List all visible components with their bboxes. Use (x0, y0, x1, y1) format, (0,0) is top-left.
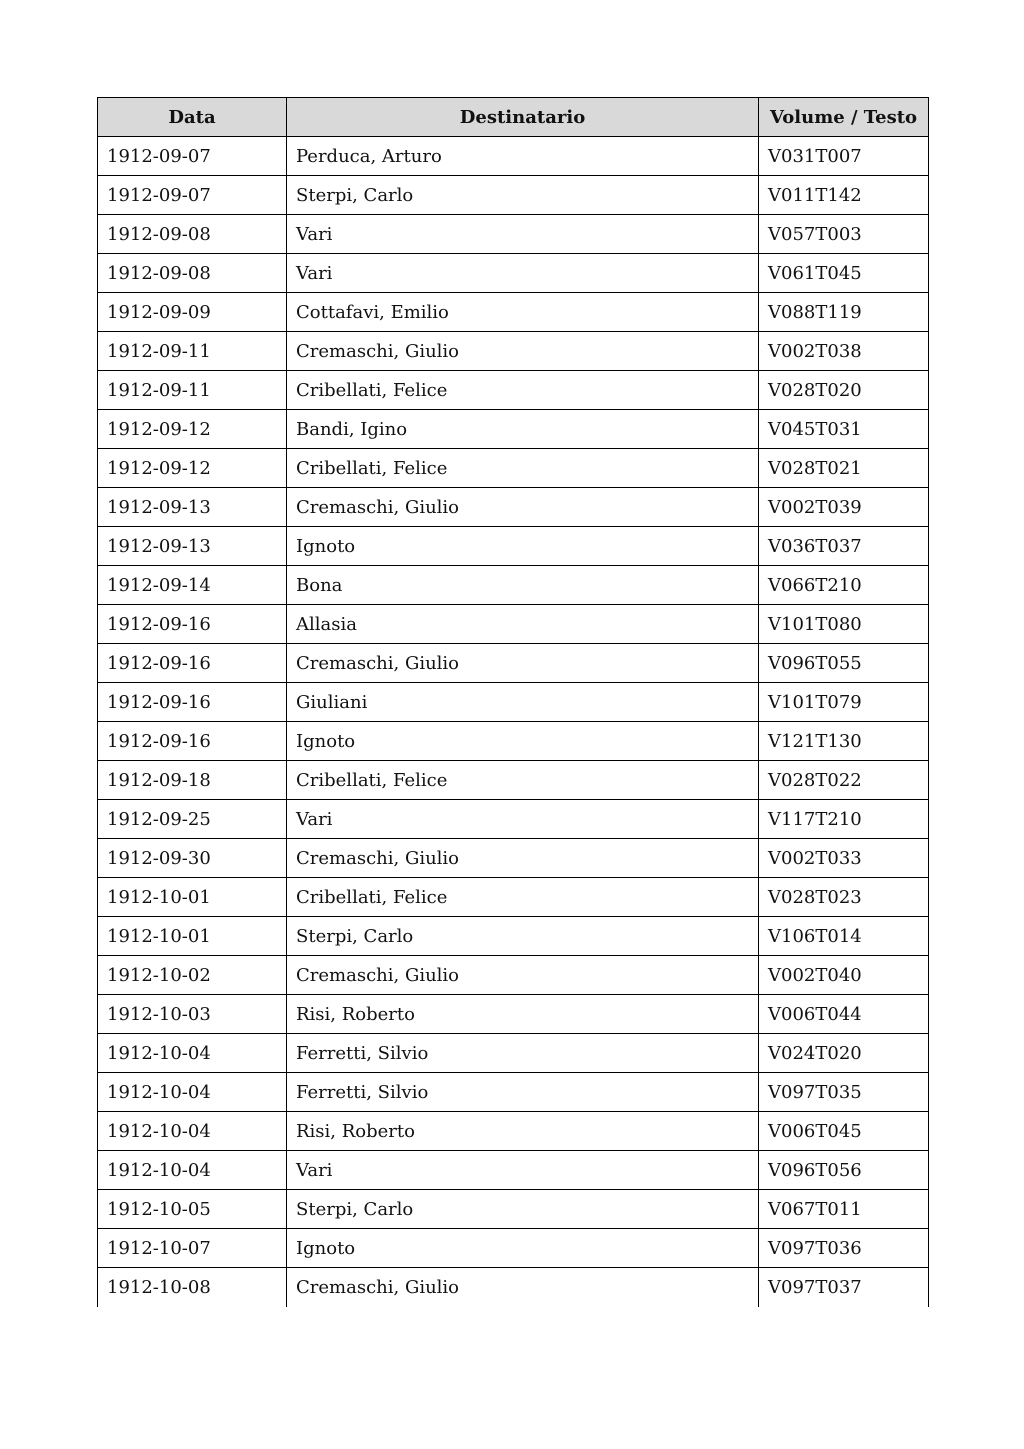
cell-recipient: Risi, Roberto (287, 1112, 759, 1151)
cell-recipient: Risi, Roberto (287, 995, 759, 1034)
cell-date: 1912-10-01 (98, 878, 287, 917)
table-row (98, 917, 929, 956)
table-row (98, 1190, 929, 1229)
table-row (98, 566, 929, 605)
cell-volume: V097T035 (759, 1073, 929, 1112)
cell-recipient: Cribellati, Felice (287, 371, 759, 410)
cell-recipient: Bandi, Igino (287, 410, 759, 449)
cell-date: 1912-09-07 (98, 137, 287, 176)
cell-volume: V057T003 (759, 215, 929, 254)
cell-volume: V028T020 (759, 371, 929, 410)
table-row (98, 761, 929, 800)
cell-recipient: Ignoto (287, 1229, 759, 1268)
cell-recipient: Bona (287, 566, 759, 605)
cell-recipient: Cremaschi, Giulio (287, 332, 759, 371)
cell-volume: V036T037 (759, 527, 929, 566)
table-row (98, 176, 929, 215)
cell-recipient: Cremaschi, Giulio (287, 839, 759, 878)
cell-volume: V066T210 (759, 566, 929, 605)
cell-volume: V031T007 (759, 137, 929, 176)
cell-recipient: Giuliani (287, 683, 759, 722)
table-row (98, 527, 929, 566)
cell-recipient: Cremaschi, Giulio (287, 956, 759, 995)
cell-volume: V096T056 (759, 1151, 929, 1190)
cell-date: 1912-09-07 (98, 176, 287, 215)
cell-volume: V121T130 (759, 722, 929, 761)
cell-recipient: Vari (287, 215, 759, 254)
table-row (98, 644, 929, 683)
table-row (98, 1073, 929, 1112)
cell-date: 1912-09-30 (98, 839, 287, 878)
cell-volume: V028T023 (759, 878, 929, 917)
cell-date: 1912-09-11 (98, 332, 287, 371)
cell-recipient: Sterpi, Carlo (287, 176, 759, 215)
cell-recipient: Cottafavi, Emilio (287, 293, 759, 332)
header-recipient: Destinatario (287, 98, 759, 137)
cell-volume: V101T080 (759, 605, 929, 644)
cell-volume: V117T210 (759, 800, 929, 839)
cell-volume: V097T037 (759, 1268, 929, 1307)
table-header (98, 98, 929, 137)
table-row (98, 332, 929, 371)
cell-recipient: Sterpi, Carlo (287, 917, 759, 956)
cell-date: 1912-09-16 (98, 683, 287, 722)
header-date: Data (98, 98, 287, 137)
cell-date: 1912-10-04 (98, 1034, 287, 1073)
cell-date: 1912-09-16 (98, 722, 287, 761)
table-row (98, 605, 929, 644)
cell-volume: V024T020 (759, 1034, 929, 1073)
cell-date: 1912-09-12 (98, 449, 287, 488)
table-row (98, 293, 929, 332)
cell-date: 1912-09-14 (98, 566, 287, 605)
cell-date: 1912-09-16 (98, 644, 287, 683)
cell-volume: V101T079 (759, 683, 929, 722)
cell-recipient: Allasia (287, 605, 759, 644)
cell-date: 1912-09-13 (98, 488, 287, 527)
cell-volume: V006T045 (759, 1112, 929, 1151)
cell-volume: V006T044 (759, 995, 929, 1034)
cell-volume: V096T055 (759, 644, 929, 683)
cell-recipient: Vari (287, 800, 759, 839)
cell-date: 1912-09-16 (98, 605, 287, 644)
cell-recipient: Ignoto (287, 527, 759, 566)
cell-volume: V045T031 (759, 410, 929, 449)
cell-volume: V011T142 (759, 176, 929, 215)
cell-volume: V106T014 (759, 917, 929, 956)
cell-date: 1912-09-08 (98, 254, 287, 293)
table-row (98, 839, 929, 878)
cell-recipient: Cremaschi, Giulio (287, 488, 759, 527)
cell-recipient: Vari (287, 254, 759, 293)
cell-recipient: Cribellati, Felice (287, 761, 759, 800)
table-row (98, 800, 929, 839)
cell-volume: V088T119 (759, 293, 929, 332)
table-row (98, 254, 929, 293)
cell-volume: V097T036 (759, 1229, 929, 1268)
cell-volume: V061T045 (759, 254, 929, 293)
table-row (98, 1112, 929, 1151)
table-row (98, 137, 929, 176)
cell-volume: V002T038 (759, 332, 929, 371)
cell-date: 1912-09-18 (98, 761, 287, 800)
cell-recipient: Vari (287, 1151, 759, 1190)
table-row (98, 1151, 929, 1190)
table-row (98, 956, 929, 995)
cell-recipient: Ferretti, Silvio (287, 1073, 759, 1112)
cell-date: 1912-09-12 (98, 410, 287, 449)
cell-date: 1912-09-09 (98, 293, 287, 332)
cell-recipient: Cribellati, Felice (287, 878, 759, 917)
cell-recipient: Ferretti, Silvio (287, 1034, 759, 1073)
table-row (98, 1229, 929, 1268)
table-body (98, 137, 929, 1307)
table-row (98, 1034, 929, 1073)
table-row (98, 371, 929, 410)
cell-date: 1912-10-04 (98, 1112, 287, 1151)
table-row (98, 488, 929, 527)
table-row (98, 1268, 929, 1307)
cell-date: 1912-09-11 (98, 371, 287, 410)
cell-date: 1912-10-05 (98, 1190, 287, 1229)
table-row (98, 878, 929, 917)
header-volume: Volume / Testo (759, 98, 929, 137)
cell-recipient: Sterpi, Carlo (287, 1190, 759, 1229)
table-row (98, 722, 929, 761)
cell-volume: V002T040 (759, 956, 929, 995)
cell-recipient: Perduca, Arturo (287, 137, 759, 176)
table-row (98, 995, 929, 1034)
cell-date: 1912-10-03 (98, 995, 287, 1034)
cell-volume: V067T011 (759, 1190, 929, 1229)
cell-date: 1912-09-25 (98, 800, 287, 839)
cell-date: 1912-10-07 (98, 1229, 287, 1268)
cell-date: 1912-10-04 (98, 1151, 287, 1190)
cell-date: 1912-09-08 (98, 215, 287, 254)
table-row (98, 215, 929, 254)
table-row (98, 410, 929, 449)
cell-volume: V002T039 (759, 488, 929, 527)
cell-volume: V028T022 (759, 761, 929, 800)
cell-volume: V002T033 (759, 839, 929, 878)
cell-date: 1912-09-13 (98, 527, 287, 566)
header-row (98, 98, 929, 137)
cell-recipient: Ignoto (287, 722, 759, 761)
cell-date: 1912-10-04 (98, 1073, 287, 1112)
cell-date: 1912-10-02 (98, 956, 287, 995)
cell-date: 1912-10-08 (98, 1268, 287, 1307)
cell-recipient: Cremaschi, Giulio (287, 644, 759, 683)
cell-volume: V028T021 (759, 449, 929, 488)
table-row (98, 683, 929, 722)
table-row (98, 449, 929, 488)
cell-recipient: Cremaschi, Giulio (287, 1268, 759, 1307)
cell-recipient: Cribellati, Felice (287, 449, 759, 488)
cell-date: 1912-10-01 (98, 917, 287, 956)
letters-table (97, 97, 929, 1307)
